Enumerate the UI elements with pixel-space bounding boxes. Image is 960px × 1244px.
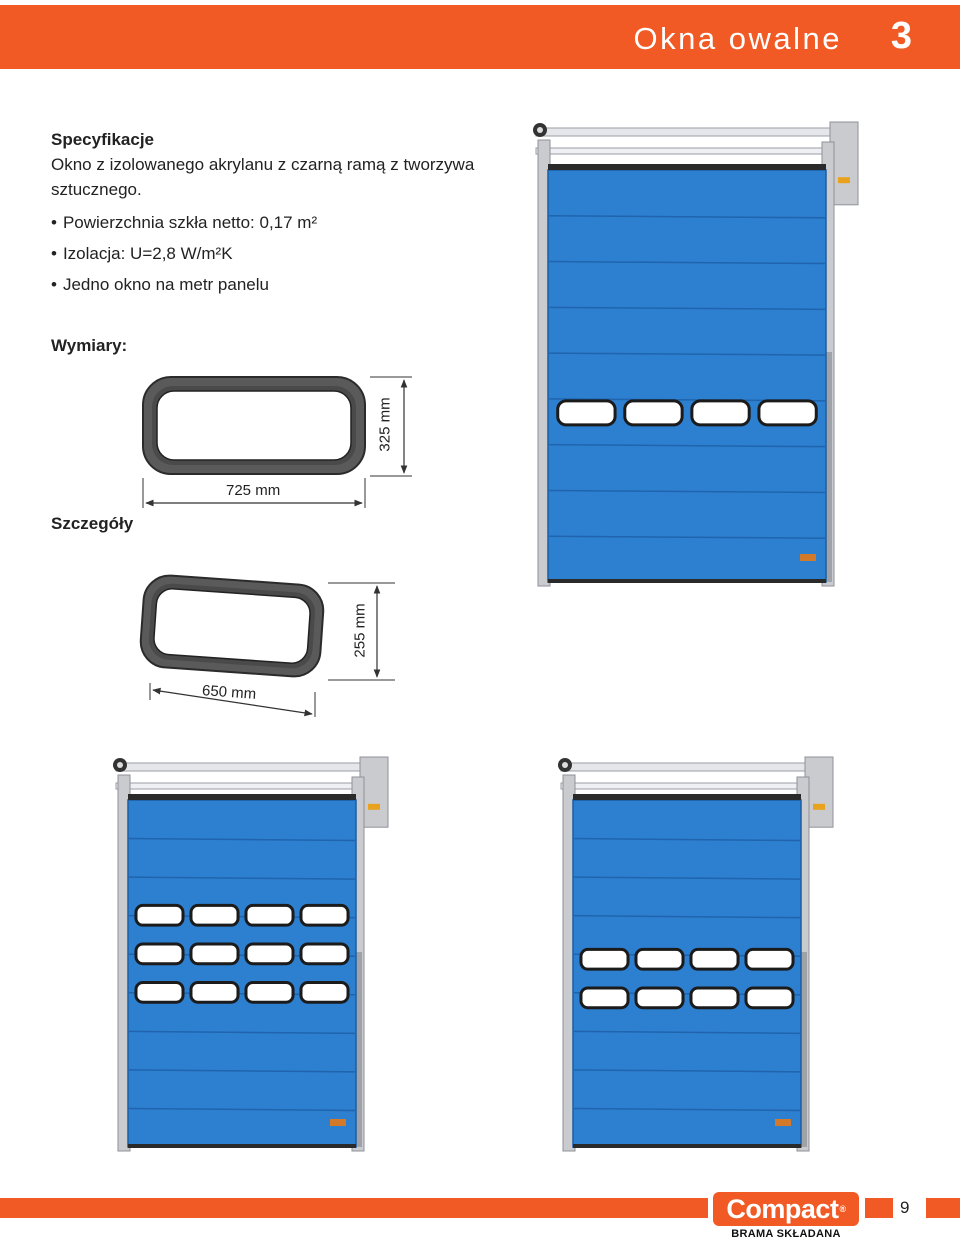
door-window — [558, 401, 615, 425]
door-window — [625, 401, 682, 425]
height-label-small: 255 mm — [351, 603, 369, 658]
door-window — [692, 401, 749, 425]
top-rail — [116, 763, 368, 771]
top-rail — [536, 128, 838, 136]
door-window — [191, 905, 238, 925]
door-badge-icon — [775, 1119, 791, 1126]
spec-item: • Jedno okno na metr panelu — [51, 269, 491, 300]
page-number: 9 — [900, 1198, 910, 1217]
top-seal — [548, 164, 826, 170]
brand-subtitle: BRAMA SKŁADANA — [731, 1228, 841, 1240]
door-window — [246, 905, 293, 925]
page-title: Okna owalne — [633, 21, 842, 56]
top-seal — [128, 794, 356, 800]
door-window — [581, 988, 628, 1008]
lock-icon — [813, 804, 825, 810]
top-rail — [561, 783, 813, 789]
door-badge-icon — [330, 1119, 346, 1126]
door-window — [191, 944, 238, 964]
motor-hub-icon — [537, 127, 543, 133]
spec-heading: Specyfikacje — [51, 130, 155, 149]
width-label-small: 650 mm — [201, 682, 257, 703]
door-leaf — [548, 170, 826, 582]
door-window — [636, 988, 683, 1008]
dimensions-heading: Wymiary: — [51, 336, 128, 355]
door-window — [746, 949, 793, 969]
top-rail — [536, 148, 838, 154]
top-rail — [116, 783, 368, 789]
door-window — [301, 905, 348, 925]
door-window — [136, 944, 183, 964]
bottom-seal — [548, 579, 826, 583]
door-window — [301, 983, 348, 1003]
footer-line-right — [926, 1198, 960, 1218]
top-seal — [573, 794, 801, 800]
brand-trademark: ® — [839, 1204, 846, 1214]
spec-item: • Powierzchnia szkła netto: 0,17 m² — [51, 207, 491, 238]
door-window — [301, 944, 348, 964]
motor-hub-icon — [562, 762, 568, 768]
lock-icon — [838, 177, 850, 183]
brand-name: Compact — [726, 1194, 839, 1224]
footer-line-left — [0, 1198, 708, 1218]
door-window — [691, 988, 738, 1008]
door-window — [246, 983, 293, 1003]
door-window — [759, 401, 816, 425]
spec-item: • Izolacja: U=2,8 W/m²K — [51, 238, 491, 269]
door-window — [246, 944, 293, 964]
door-window — [191, 983, 238, 1003]
door-window — [691, 949, 738, 969]
door-window — [136, 983, 183, 1003]
footer-line-mid — [865, 1198, 893, 1218]
bottom-seal — [128, 1144, 356, 1148]
door-window — [136, 905, 183, 925]
motor-hub-icon — [117, 762, 123, 768]
brand-logo — [713, 1192, 859, 1226]
door-window — [636, 949, 683, 969]
lock-icon — [368, 804, 380, 810]
bottom-seal — [573, 1144, 801, 1148]
width-label-large: 725 mm — [226, 482, 281, 499]
details-heading: Szczegóły — [51, 514, 134, 533]
section-number: 3 — [890, 15, 912, 57]
height-label-large: 325 mm — [376, 397, 394, 452]
door-window — [746, 988, 793, 1008]
top-rail — [561, 763, 813, 771]
door-window — [581, 949, 628, 969]
door-leaf — [128, 800, 356, 1147]
door-badge-icon — [800, 554, 816, 561]
door-leaf — [573, 800, 801, 1147]
spec-description: Okno z izolowanego akrylanu z czarną ramą z tworzywa sztucznego. — [51, 155, 475, 199]
